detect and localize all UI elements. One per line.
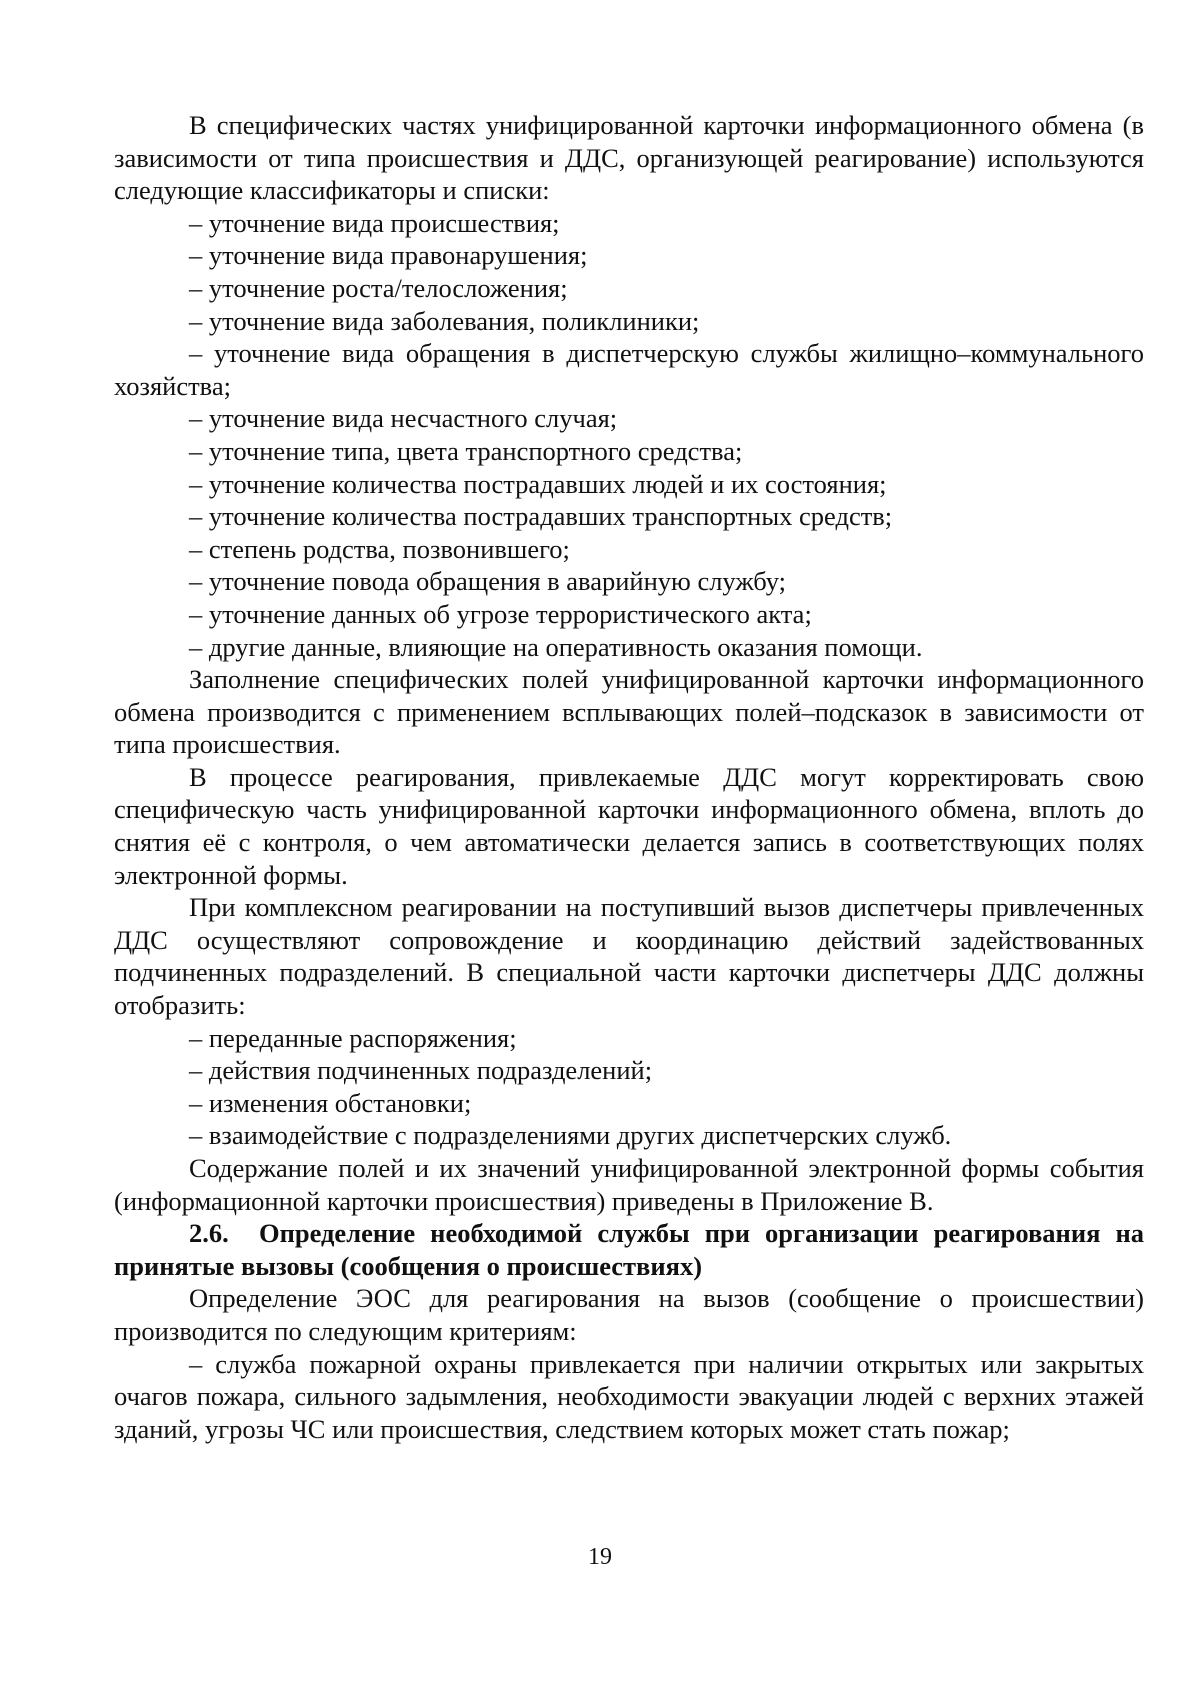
- paragraph-eos-criteria: Определение ЭОС для реагирования на вызов (сообщение о происшествии) производится по следующим критериям:: [114, 1283, 1144, 1346]
- section-heading: [114, 1217, 1144, 1282]
- list-item: – уточнение вида правонарушения;: [189, 240, 588, 271]
- list-item: – взаимодействие с подразделениями других диспетчерских служб.: [189, 1120, 952, 1151]
- list-item: – уточнение данных об угрозе террористического акта;: [189, 598, 812, 629]
- list-item: – степень родства, позвонившего;: [189, 533, 570, 564]
- list-item: – уточнение типа, цвета транспортного средства;: [189, 435, 743, 466]
- list-item: – действия подчиненных подразделений;: [189, 1055, 653, 1086]
- list-item: – уточнение вида происшествия;: [189, 207, 560, 238]
- paragraph-filling: Заполнение специфических полей унифицированной карточки информационного обмена производится с применением всплывающих полей–подсказок в зависимости от типа происшествия.: [114, 664, 1144, 760]
- list-item: – уточнение вида несчастного случая;: [189, 403, 618, 434]
- list-item: – уточнение вида обращения в диспетчерскую службы жилищно–коммунального хозяйства;: [114, 338, 1144, 401]
- page-content: [114, 109, 1144, 1445]
- list-item: – переданные распоряжения;: [189, 1022, 517, 1053]
- paragraph-intro: В специфических частях унифицированной карточки информационного обмена (в зависимости от типа происшествия и ДДС, организующей реагирование) используются следующие классификаторы и списки:: [114, 110, 1144, 206]
- paragraph-appendix-reference: Содержание полей и их значений унифицированной электронной формы события (информационной карточки происшествия) приведены в Приложение В.: [114, 1153, 1144, 1216]
- section-title: Определение необходимой службы при организации реагирования на принятые вызовы (сообщения о происшествиях): [114, 1218, 1144, 1281]
- list-item: – другие данные, влияющие на оперативность оказания помощи.: [189, 631, 923, 662]
- criteria-item: – служба пожарной охраны привлекается при наличии открытых или закрытых очагов пожара, сильного задымления, необходимости эвакуации людей с верхних этажей зданий, угрозы ЧС или происшествия, следствием которых может стать пожар;: [114, 1348, 1144, 1444]
- page-number: 19: [588, 1544, 612, 1570]
- list-item: – уточнение вида заболевания, поликлиники;: [189, 305, 700, 336]
- section-number: 2.6.: [189, 1218, 229, 1249]
- list-item: – изменения обстановки;: [189, 1087, 472, 1118]
- list-item: – уточнение повода обращения в аварийную службу;: [189, 566, 787, 597]
- list-item: – уточнение роста/телосложения;: [189, 272, 568, 303]
- list-item: – уточнение количества пострадавших людей и их состояния;: [189, 468, 887, 499]
- list-item: – уточнение количества пострадавших транспортных средств;: [189, 501, 893, 532]
- paragraph-complex-response: При комплексном реагировании на поступивший вызов диспетчеры привлеченных ДДС осуществляют сопровождение и координацию действий задействованных подчиненных подразделений. В специальной части карточки диспетчеры ДДС должны отобразить:: [114, 892, 1144, 1021]
- paragraph-response-process: В процессе реагирования, привлекаемые ДДС могут корректировать свою специфическую часть унифицированной карточки информационного обмена, вплоть до снятия её с контроля, о чем автоматически делается запись в соответствующих полях электронной формы.: [114, 761, 1144, 890]
